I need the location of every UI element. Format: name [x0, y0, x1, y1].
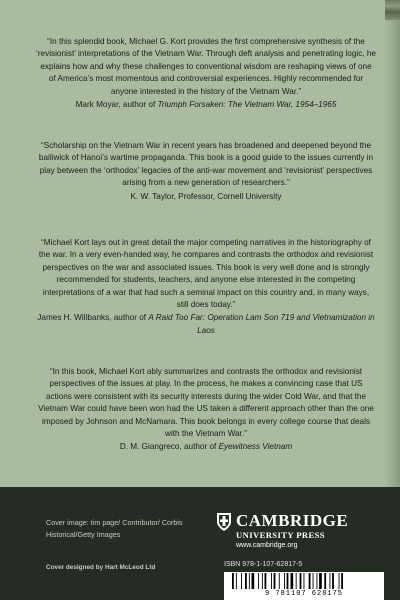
- barcode-bar: [304, 573, 305, 589]
- barcode-bar: [236, 573, 237, 589]
- barcode-icon: [224, 572, 384, 590]
- design-credit: Cover designed by Hart McLeod Ltd: [46, 564, 156, 571]
- barcode-bar: [341, 573, 343, 589]
- barcode-bar: [279, 573, 280, 589]
- blurb-giangreco: [36, 366, 376, 454]
- publisher-url: www.cambridge.org: [236, 542, 298, 549]
- blurb-quote: “In this splendid book, Michael G. Kort provides the first comprehensive synthesis of the ‘revisionist’ interpretations of the Vietnam War. Through deft analysis and penetrating logic, he explains how and why these challenges to conventional wisdom are reshaping views of one of America’s most momentous and controversial experiences. Highly recommended for anyone interested in the history of the Vietnam War.”: [36, 37, 376, 96]
- blurb-quote: “In this book, Michael Kort ably summarizes and contrasts the orthodox and revisionist perspectives of the issues at play. In the process, he makes a convincing case that US actions were consistent with its security interests during the wider Cold War, and that the Vietnam War could have been won had the US taken a different approach other than the one imposed by Johnson and McNamara. This book belongs in every college course that deals with the Vietnam War.”: [38, 367, 374, 439]
- barcode-bar: [265, 573, 267, 589]
- barcode-bar: [324, 573, 326, 589]
- blurb-willbanks: [36, 237, 376, 337]
- blurb-quote: “Michael Kort lays out in great detail the major competing narratives in the historiography of the war. In a very even-handed way, he compares and contrasts the orthodox and revisionist perspectives on the war and associated issues. This book is very well done and is strongly recommended for students, teachers, and anyone else interested in the competing interpretations of a war that had such a seminal impact on this country and, in many ways, still does today.”: [38, 238, 374, 310]
- barcode-bar: [296, 573, 297, 589]
- blurb-moyar: [36, 36, 376, 111]
- isbn-label: ISBN 978-1-107-62817-5: [224, 561, 303, 568]
- blurb-attribution: K. W. Taylor, Professor, Cornell University: [130, 191, 282, 201]
- barcode-bar: [232, 573, 234, 589]
- image-credit: Cover image: tim page/ Contributor/ Corbis Historical/Getty Images: [46, 518, 183, 539]
- publisher-name: CAMBRIDGE: [236, 511, 349, 530]
- blurb-attribution: D. M. Giangreco, author of Eyewitness Vietnam: [119, 442, 293, 452]
- barcode-bar: [241, 573, 242, 589]
- barcode-bar: [262, 573, 263, 589]
- cover-photo-edge: [385, 0, 400, 20]
- blurb-attribution: James H. Willbanks, author of A Raid Too Far: Operation Lam Son 719 and Vietnamization in Laos: [37, 313, 375, 335]
- blurb-attribution: Mark Moyar, author of Triumph Forsaken: The Vietnam War, 1954–1965: [75, 100, 337, 110]
- blurb-quote: “Scholarship on the Vietnam War in recent years has broadened and deepened beyond the bailiwick of Hanoi’s wartime propaganda. This book is a good guide to the issues currently in play between the ‘orthodox’ legacies of the anti-war movement and ‘revisionist’ perspectives arising from a new generation of researchers.”: [38, 141, 374, 188]
- barcode-bar: [271, 573, 272, 589]
- barcode-bar: [339, 573, 340, 589]
- barcode-bar: [330, 573, 331, 589]
- barcode-bar: [245, 573, 247, 589]
- cover-photo-edge-side: [385, 20, 400, 487]
- barcode-digits: 9 781107 628175: [264, 590, 343, 598]
- barcode-bar: [300, 573, 302, 589]
- barcode-bar: [309, 573, 311, 589]
- barcode-bar: [258, 573, 259, 589]
- barcode-bar: [317, 573, 318, 589]
- barcode-bar: [291, 573, 294, 589]
- barcode-bar: [313, 573, 314, 589]
- barcode-bar: [252, 573, 255, 589]
- cambridge-shield-icon: [216, 512, 232, 532]
- publisher-subtitle: UNIVERSITY PRESS: [236, 530, 325, 540]
- blurb-taylor: [36, 140, 376, 203]
- barcode-bar: [287, 573, 289, 589]
- barcode-bar: [249, 573, 250, 589]
- barcode-bar: [332, 573, 334, 589]
- barcode-bar: [274, 573, 276, 589]
- barcode-bar: [284, 573, 285, 589]
- barcode-bar: [319, 573, 322, 589]
